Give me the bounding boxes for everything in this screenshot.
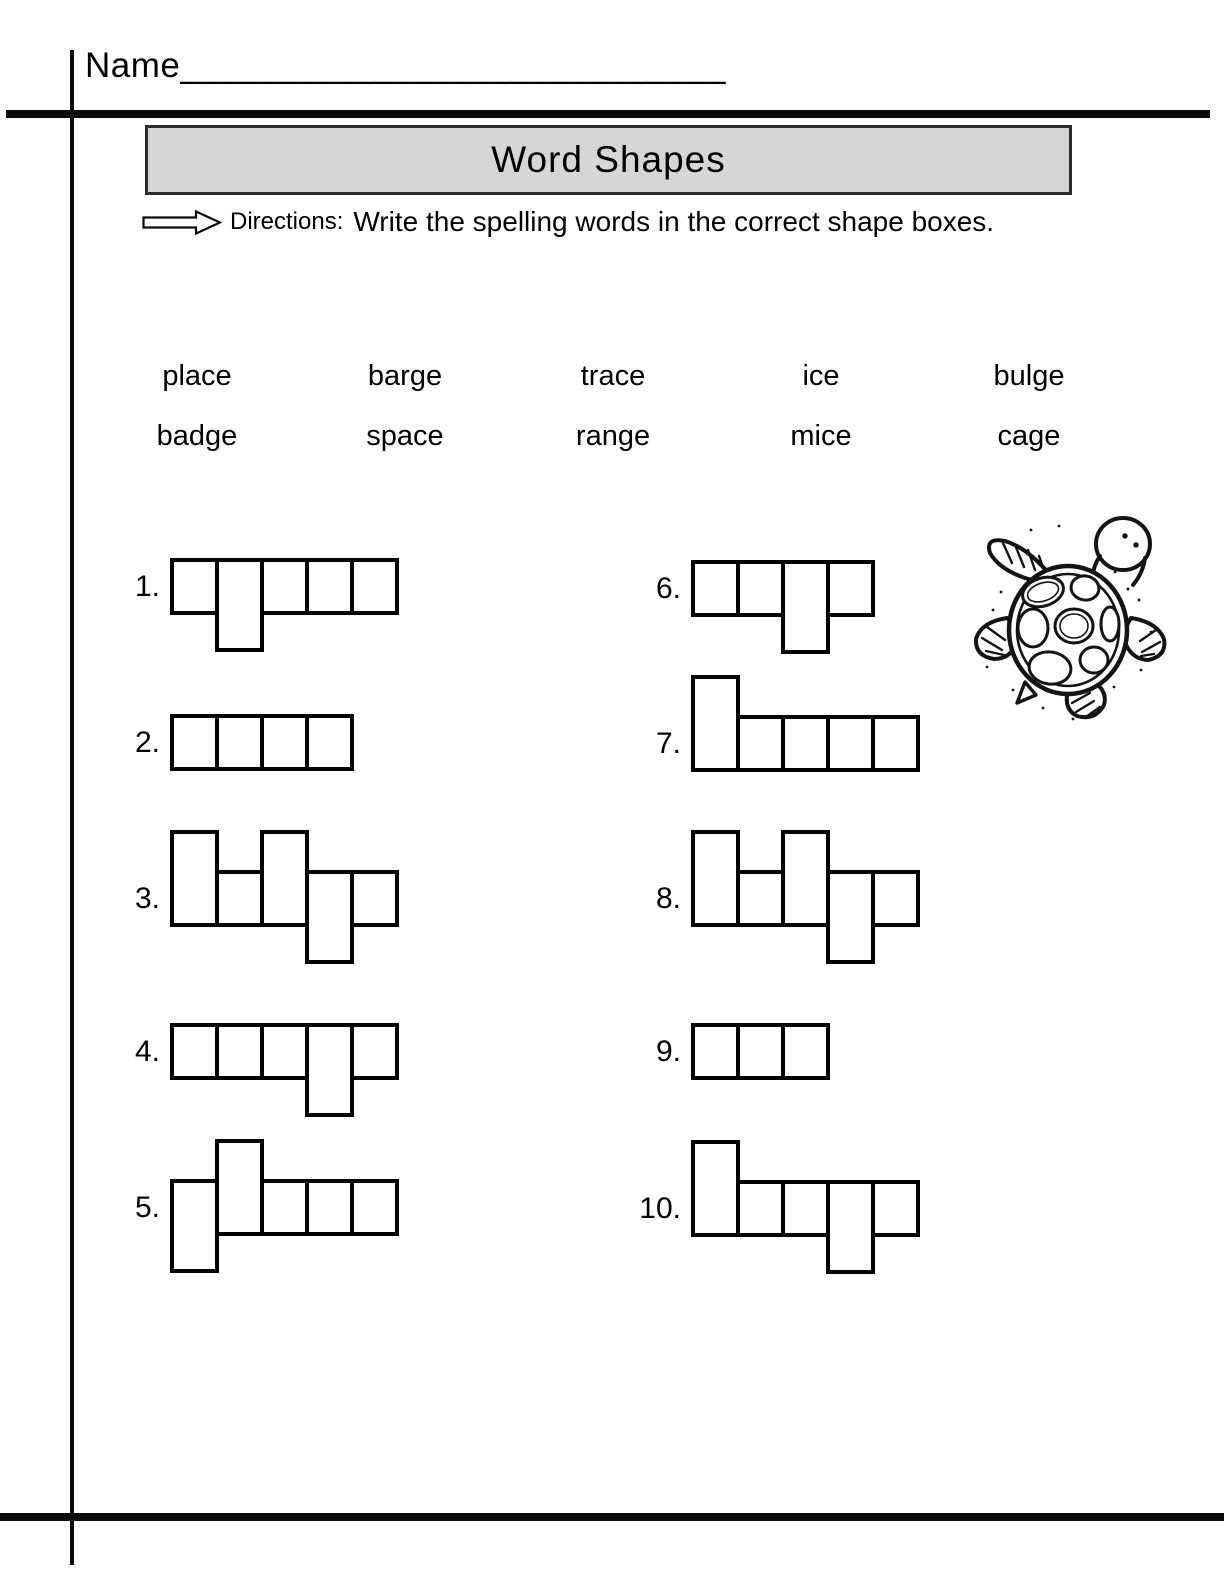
letter-box-ascender[interactable] — [260, 830, 309, 927]
letter-box-normal[interactable] — [736, 715, 785, 772]
letter-box-normal[interactable] — [305, 1179, 354, 1236]
letter-box-ascender[interactable] — [691, 830, 740, 927]
word-bank-row — [93, 416, 1133, 456]
footer-rule — [0, 1513, 1224, 1521]
letter-box-ascender[interactable] — [170, 830, 219, 927]
letter-box-normal[interactable] — [736, 1180, 785, 1237]
word-bank-word: barge — [367, 360, 443, 392]
letter-box-normal[interactable] — [260, 558, 309, 615]
puzzle-number: 2. — [134, 726, 160, 759]
letter-box-ascender[interactable] — [215, 1139, 264, 1236]
margin-line-vertical — [70, 50, 74, 1565]
letter-box-normal[interactable] — [871, 715, 920, 772]
letter-box-descender[interactable] — [305, 1023, 354, 1117]
page-title: Word Shapes — [491, 139, 726, 180]
name-blank-line[interactable]: ____________________________ — [180, 46, 726, 85]
name-row — [85, 46, 725, 86]
letter-box-normal[interactable] — [170, 1023, 219, 1080]
turtle-icon — [973, 512, 1173, 724]
letter-box-normal[interactable] — [215, 870, 264, 927]
right-arrow-icon — [142, 209, 222, 236]
word-bank-word: mice — [790, 420, 852, 452]
puzzle-number: 5. — [134, 1191, 160, 1224]
word-bank-word: place — [162, 360, 232, 392]
letter-box-normal[interactable] — [260, 714, 309, 771]
word-bank-word: trace — [580, 360, 646, 392]
letter-box-normal[interactable] — [305, 714, 354, 771]
letter-box-normal[interactable] — [826, 715, 875, 772]
letter-box-normal[interactable] — [350, 558, 399, 615]
letter-box-normal[interactable] — [215, 714, 264, 771]
letter-box-normal[interactable] — [871, 870, 920, 927]
letter-box-normal[interactable] — [781, 1180, 830, 1237]
letter-box-normal[interactable] — [170, 714, 219, 771]
letter-box-descender[interactable] — [826, 870, 875, 964]
letter-box-normal[interactable] — [260, 1179, 309, 1236]
letter-box-normal[interactable] — [691, 560, 740, 617]
puzzle-number: 8. — [655, 882, 681, 915]
letter-box-descender[interactable] — [305, 870, 354, 964]
letter-box-normal[interactable] — [215, 1023, 264, 1080]
letter-box-normal[interactable] — [350, 1179, 399, 1236]
word-bank-word: cage — [997, 420, 1061, 452]
word-bank-word: space — [366, 420, 444, 452]
letter-box-normal[interactable] — [736, 1023, 785, 1080]
letter-box-normal[interactable] — [260, 1023, 309, 1080]
directions-text: Write the spelling words in the correct shape boxes. — [353, 206, 995, 237]
puzzle-number: 6. — [655, 572, 681, 605]
title-box — [145, 125, 1072, 195]
letter-box-normal[interactable] — [170, 558, 219, 615]
letter-box-ascender[interactable] — [691, 1140, 740, 1237]
letter-box-normal[interactable] — [781, 715, 830, 772]
directions-row — [142, 203, 994, 241]
letter-box-normal[interactable] — [736, 870, 785, 927]
puzzle-number: 7. — [655, 727, 681, 760]
header-rule — [6, 110, 1210, 118]
word-bank-word: badge — [156, 420, 238, 452]
directions-label: Directions: — [230, 208, 344, 235]
letter-box-ascender[interactable] — [691, 675, 740, 772]
word-bank-row — [93, 356, 1133, 396]
letter-box-descender[interactable] — [826, 1180, 875, 1274]
puzzle-number: 4. — [134, 1035, 160, 1068]
letter-box-normal[interactable] — [691, 1023, 740, 1080]
name-label: Name — [85, 46, 181, 85]
letter-box-normal[interactable] — [871, 1180, 920, 1237]
letter-box-normal[interactable] — [350, 870, 399, 927]
letter-box-descender[interactable] — [781, 560, 830, 654]
letter-box-normal[interactable] — [781, 1023, 830, 1080]
word-bank-word: bulge — [993, 360, 1065, 392]
letter-box-descender[interactable] — [170, 1179, 219, 1273]
puzzle-number: 1. — [134, 570, 160, 603]
puzzle-number: 10. — [639, 1192, 681, 1225]
word-bank-word: ice — [802, 360, 840, 392]
letter-box-normal[interactable] — [350, 1023, 399, 1080]
letter-box-ascender[interactable] — [781, 830, 830, 927]
letter-box-normal[interactable] — [305, 558, 354, 615]
puzzle-number: 9. — [655, 1035, 681, 1068]
letter-box-descender[interactable] — [215, 558, 264, 652]
word-bank-word: range — [575, 420, 651, 452]
puzzle-number: 3. — [134, 882, 160, 915]
letter-box-normal[interactable] — [826, 560, 875, 617]
letter-box-normal[interactable] — [736, 560, 785, 617]
